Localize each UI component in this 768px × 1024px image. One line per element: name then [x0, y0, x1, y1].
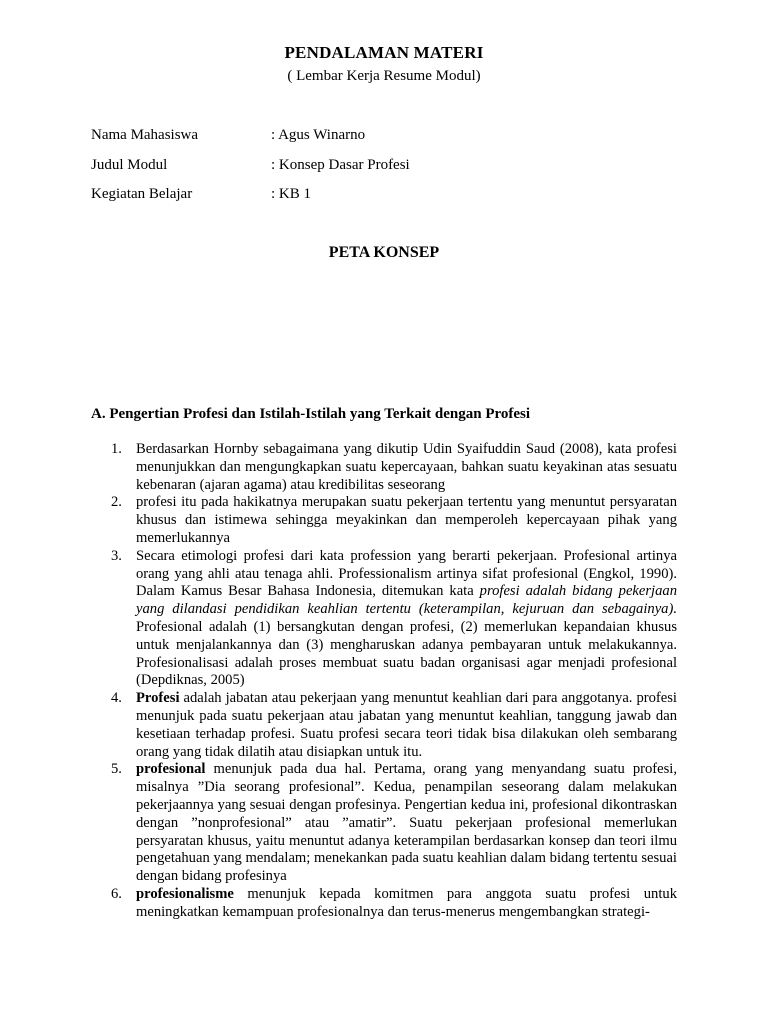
info-value: : Konsep Dasar Profesi [271, 157, 410, 173]
document-title: PENDALAMAN MATERI [284, 43, 484, 62]
list-item [91, 441, 677, 494]
info-value: : KB 1 [271, 186, 312, 202]
document-subtitle: ( Lembar Kerja Resume Modul) [287, 68, 481, 84]
definition-list [91, 441, 677, 922]
list-text: adalah jabatan atau pekerjaan yang menuntut keahlian dari para anggotanya. profesi menunjuk pada suatu pekerjaan atau jabatan yang menuntut keahlian, tanggung jawab dan kesetiaan terhadap profesi. Suatu profesi secara teori tidak bisa dilakukan oleh sembarang orang yang tidak dilatih atau disiapkan untuk itu. [136, 690, 677, 760]
info-label: Kegiatan Belajar [91, 186, 193, 202]
concept-map-title: PETA KONSEP [328, 244, 440, 261]
info-label: Judul Modul [91, 157, 168, 173]
list-item [91, 886, 677, 922]
list-number: 6. [111, 885, 122, 902]
list-term: profesional [136, 761, 206, 778]
list-number: 3. [111, 547, 122, 564]
list-text-italic: profesi adalah bidang pekerjaan yang dilandasi pendidikan keahlian tertentu (keterampilan, kejuruan dan sebagainya). [136, 583, 677, 618]
info-row-module [91, 156, 691, 174]
list-text: menunjuk pada dua hal. Pertama, orang yang menyandang suatu profesi, misalnya ”Dia seorang profesional”. Kedua, penampilan seseorang dalam melakukan pekerjaannya yang sesuai dengan profesinya. Pengertian kedua ini, profesional dikontraskan dengan ”nonprofesional” atau ”amatir”. Suatu pekerjaan profesional memerlukan persyaratan khusus, yaitu menuntut adanya keterampilan berdasarkan konsep dan teori ilmu pengetahuan yang mendalam; menekankan pada suatu keahlian dalam bidang tertentu sesuai dengan bidang profesinya [136, 761, 677, 885]
list-term: Profesi [136, 690, 180, 707]
list-item [91, 761, 677, 886]
info-row-activity [91, 185, 691, 203]
info-label: Nama Mahasiswa [91, 127, 199, 143]
list-item [91, 494, 677, 547]
list-number: 5. [111, 761, 122, 778]
section-heading: A. Pengertian Profesi dan Istilah-Istilah yang Terkait dengan Profesi [91, 406, 531, 422]
list-text: menunjuk kepada komitmen para anggota suatu profesi untuk meningkatkan kemampuan profesionalnya dan terus-menerus mengembangkan strategi- [136, 885, 677, 920]
list-item [91, 690, 677, 761]
list-number: 2. [111, 494, 122, 511]
list-text: Berdasarkan Hornby sebagaimana yang dikutip Udin Syaifuddin Saud (2008), kata profesi menunjukkan dan mengungkapkan suatu kepercayaan, bahkan suatu keyakinan atas sesuatu kebenaran (ajaran agama) atau kredibilitas seseorang [136, 441, 677, 493]
list-term: profesionalisme [136, 885, 234, 902]
list-number: 1. [111, 441, 122, 457]
list-text: Profesional adalah (1) bersangkutan dengan profesi, (2) memerlukan kepandaian khusus untuk menjalankannya dan (3) mengharuskan adanya pembayaran untuk melakukannya. Profesionalisasi adalah proses membuat suatu badan organisasi agar menjadi profesional (Depdiknas, 2005) [136, 618, 677, 689]
list-text: profesi itu pada hakikatnya merupakan suatu pekerjaan tertentu yang menuntut persyaratan khusus dan istimewa sehingga meyakinkan dan memperoleh kepercayaan pihak yang memerlukannya [136, 494, 677, 546]
info-value: : Agus Winarno [271, 127, 366, 143]
list-item [91, 548, 677, 690]
info-row-name [91, 126, 691, 144]
list-number: 4. [111, 690, 122, 707]
list-text: Secara etimologi profesi dari kata profession yang berarti pekerjaan. Profesional artinya orang yang ahli atau tenaga ahli. Professionalism artinya sifat profesional (Engkol, 1990). Dalam Kamus Besar Bahasa Indonesia, ditemukan kata [136, 547, 677, 600]
